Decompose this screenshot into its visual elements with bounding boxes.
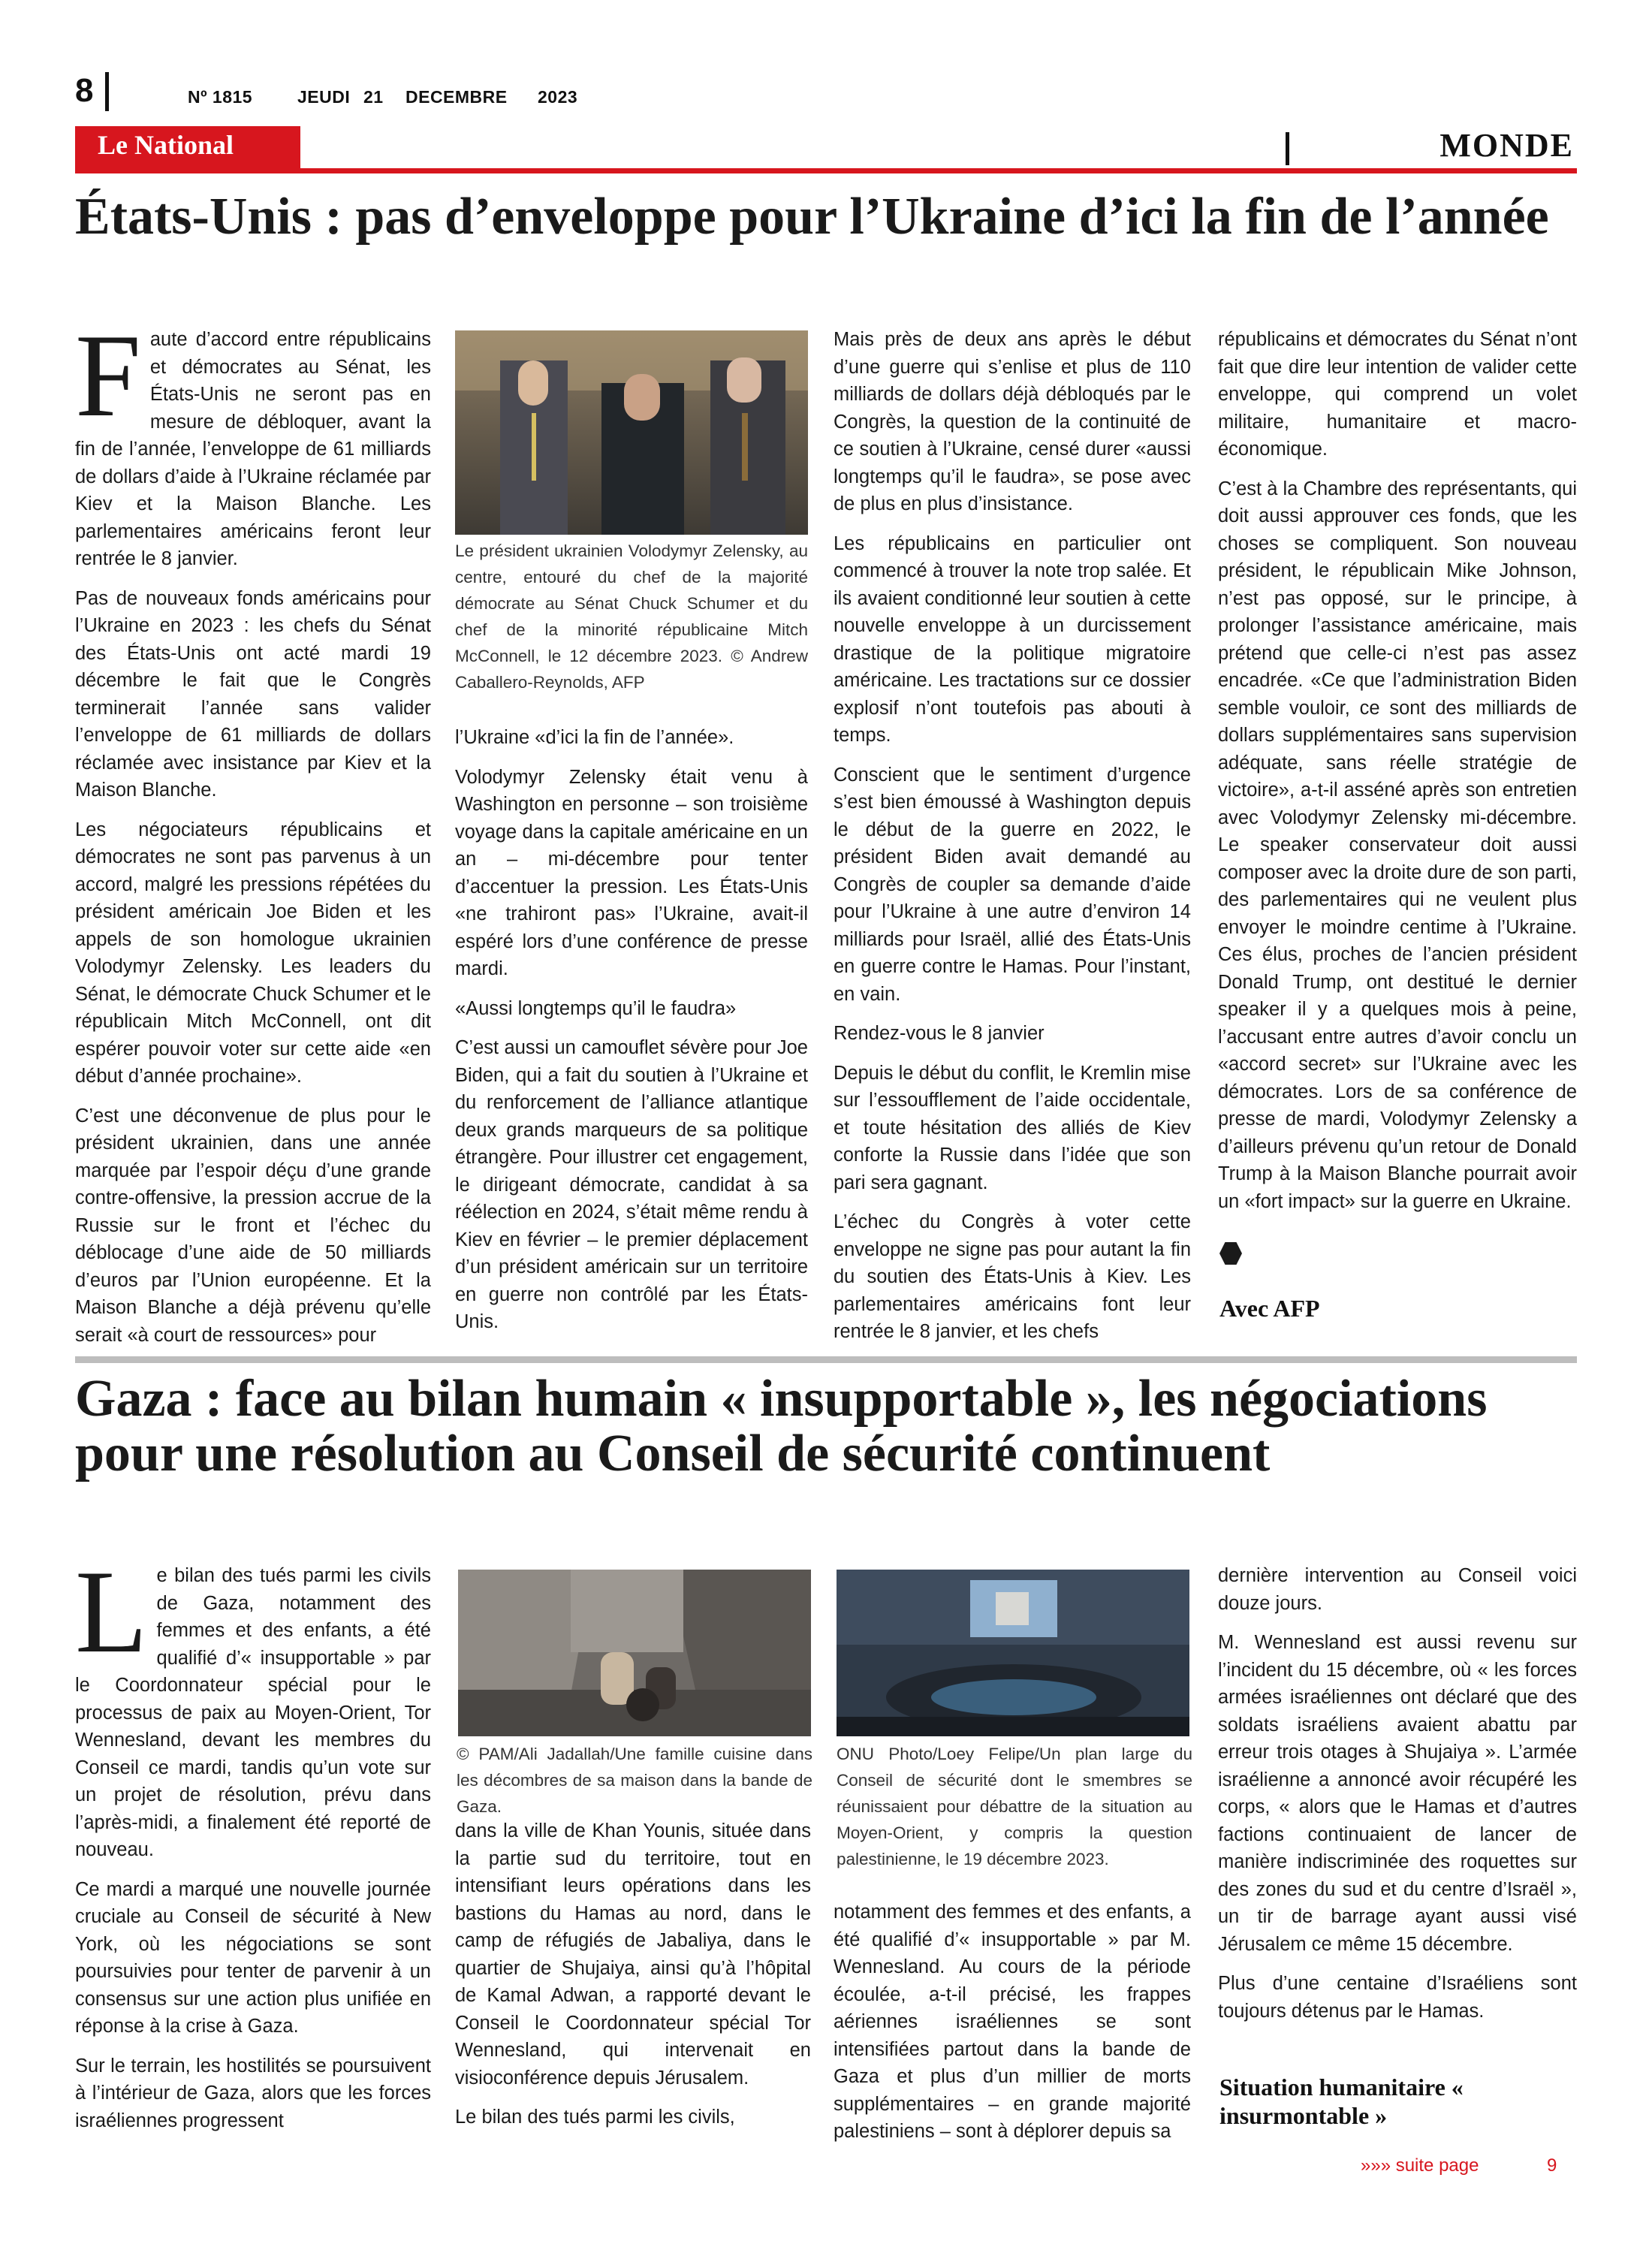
article2-paragraph: dernière intervention au Conseil voici douze jours.	[1218, 1565, 1577, 1614]
page-number: 8	[75, 72, 94, 109]
article1-paragraph: Les négociateurs républicains et démocrates ne sont pas parvenus à un accord, malgré les pressions répétées du président américain Joe Biden et les appels de son homologue ukrainien Volodymyr Zelensky. Les leaders du Sénat, le démocrate Chuck Schumer et le républicain Mitch McConnell, ont dit espérer pouvoir voter sur cette aide «en début d’année prochaine».	[75, 819, 431, 1087]
continued-link[interactable]: »»» suite page	[1361, 2155, 1479, 2176]
article2-drop-cap: L	[75, 1546, 148, 1678]
article1-column-3	[834, 326, 1191, 1358]
article1-paragraph: Depuis le début du conflit, le Kremlin mise sur l’essoufflement de l’aide occidentale, et toute hésitation des alliés de Kiev conforte la Russie dans l’idée que son pari sera gagnant.	[834, 1062, 1191, 1193]
article1-drop-cap: F	[75, 310, 141, 442]
article2-paragraph: notamment des femmes et des enfants, a été qualifié d’« insupportable » par M. Wennesland. Au cours de la période écoulée, a-t-il précisé, les frappes aériennes israéliennes se sont intensifiées partout dans la bande de Gaza et plus d’un millier de morts supplémentaires – en grande majorité palestiniens – sont à déplorer depuis sa	[834, 1902, 1191, 2142]
article1-photo	[455, 330, 808, 535]
article2-paragraph: M. Wennesland est aussi revenu sur l’incident du 15 décembre, où « les forces armées israéliennes ont déclaré que des soldats israéliens avaient abattu par erreur trois otages à Shujaiya ». L’armée israélienne a annoncé avoir récupéré les corps, « alors que le Hamas et d’autres factions continuaient de lancer de manière indiscriminée des roquettes sur des zones du sud et du centre d’Israël », un tir de barrage ayant aussi visé Jérusalem ce même 15 décembre.	[1218, 1632, 1577, 1955]
article1-paragraph: Les républicains en particulier ont commencé à trouver la note trop salée. Et ils avaient conditionné leur soutien à cette nouvelle enveloppe à un durcissement drastique de la politique migratoire américaine. Les tractations sur ce dossier explosif n’ont toutefois pas abouti à temps.	[834, 532, 1191, 746]
article1-paragraph: l’Ukraine «d’ici la fin de l’année».	[455, 727, 734, 748]
article2-paragraph: Ce mardi a marqué une nouvelle journée cruciale au Conseil de sécurité à New York, où les négociations se sont poursuivies pour tenter de parvenir à un consensus sur une action plus unifiée en réponse à la crise à Gaza.	[75, 1878, 431, 2037]
end-of-article-icon	[1219, 1242, 1242, 1265]
article2-paragraph: Le bilan des tués parmi les civils,	[455, 2107, 735, 2128]
article2-photo-1	[458, 1570, 811, 1736]
article2-photo-2	[837, 1570, 1189, 1736]
page-number-divider	[105, 72, 109, 111]
article2-column-4	[1218, 1562, 1577, 2037]
article2-paragraph: dans la ville de Khan Younis, située dans la partie sud du territoire, tout en intensifiant leurs opérations dans les bastions du Hamas au nord, dans le camp de réfugiés de Jabaliya, dans le quartier de Shujaiya, ainsi qu’à l’hôpital de Kamal Adwan, a rapporté devant le Conseil le Coordonnateur spécial Tor Wennesland, qui intervenait en visioconférence depuis Jérusalem.	[455, 1820, 811, 2089]
article2-paragraph: Sur le terrain, les hostilités se poursuivent à l’intérieur de Gaza, alors que les forces israéliennes progressent	[75, 2055, 431, 2131]
article1-paragraph: C’est aussi un camouflet sévère pour Joe Biden, qui a fait du soutien à l’Ukraine et du renforcement de l’alliance atlantique deux grands marqueurs de sa politique étrangère. Pour illustrer cet engagement, le dirigeant démocrate, candidat à sa réélection en 2024, s’était même rendu à Kiev en février – le premier déplacement d’un président américain sur un territoire en guerre non contrôlé par les États-Unis.	[455, 1037, 808, 1332]
article1-paragraph: Conscient que le sentiment d’urgence s’est bien émoussé à Washington depuis le début de la guerre en 2022, le président Biden avait demandé au Congrès de coupler sa demande d’aide pour l’Ukraine à une autre d’environ 14 milliards pour Israël, allié des États-Unis en guerre contre le Hamas. Pour l’instant, en vain.	[834, 764, 1191, 1005]
article-divider	[75, 1356, 1577, 1363]
article2-column-1	[75, 1546, 431, 2146]
article1-paragraph: Pas de nouveaux fonds américains pour l’Ukraine en 2023 : les chefs du Sénat des États-Unis ont acté mardi 19 décembre le fait que le Congrès terminerait l’année sans valider l’enveloppe de 61 milliards de dollars réclamée avec insistance par Kiev et la Maison Blanche.	[75, 587, 431, 801]
article1-paragraph: C’est à la Chambre des représentants, qui doit aussi approuver ces fonds, que les choses se compliquent. Son nouveau président, le républicain Mike Johnson, n’est pas opposé, sur le principe, à prolonger l’assistance américaine, mais prétend que celle-ci n’est pas assez encadrée. «Ce que l’administration Biden semble vouloir, ce sont des milliards de dollars supplémentaires sans supervision adéquate, sans réelle stratégie de victoire», a-t-il asséné après son entretien avec Volodymyr Zelensky mi-décembre. Le speaker conservateur doit aussi composer avec la droite dure de son parti, des parlementaires qui ne veulent plus envoyer le moindre centime à l’Ukraine. Ces élus, proches de l’ancien président Donald Trump, ont destitué le dernier speaker il y a quelques mois à peine, l’accusant entre autres d’avoir conclu un «accord secret» sur l’Ukraine avec les démocrates. Lors de sa conférence de presse de mardi, Volodymyr Zelensky a d’ailleurs prévenu qu’un retour de Donald Trump à la Maison Blanche pourrait avoir un «fort impact» sur la guerre en Ukraine.	[1218, 478, 1577, 1212]
article1-photo-caption: Le président ukrainien Volodymyr Zelensky, au centre, entouré du chef de la majorité démocrate au Sénat Chuck Schumer et du chef de la minorité républicaine Mitch McConnell, le 12 décembre 2023. © Andrew Caballero-Reynolds, AFP	[455, 541, 808, 692]
article1-column-4	[1218, 326, 1577, 1227]
header-rule	[75, 168, 1577, 173]
article1-paragraph: républicains et démocrates du Sénat n’ont fait que dire leur intention de valider cette enveloppe, qui comprend un volet militaire, humanitaire et macro-économique.	[1218, 329, 1577, 460]
article2-subhead: Situation humanitaire « insurmontable »	[1219, 2074, 1464, 2129]
issue-year: 2023	[538, 87, 578, 107]
article2-paragraph: Plus d’une centaine d’Israéliens sont toujours détenus par le Hamas.	[1218, 1973, 1577, 2022]
article1-paragraph: aute d’accord entre républicains et démocrates au Sénat, les États-Unis ne seront pas en mesure de débloquer, avant la fin de l’année, l’enveloppe de 61 milliards de dollars d’aide à l’Ukraine réclamée par Kiev et la Maison Blanche. Les parlementaires américains feront leur rentrée le 8 janvier.	[75, 329, 431, 569]
brand-name: Le National	[98, 130, 234, 160]
article1-column-1	[75, 310, 431, 1361]
article1-paragraph: Volodymyr Zelensky était venu à Washington en personne – son troisième voyage dans la capitale américaine en un an – mi-décembre pour tenter d’accentuer la pression. Les États-Unis «ne trahiront pas» l’Ukraine, avait-il espéré lors d’une conférence de presse mardi.	[455, 766, 808, 979]
section-divider	[1286, 132, 1289, 165]
article1-byline: Avec AFP	[1219, 1295, 1320, 1322]
article2-column-3	[834, 1899, 1191, 2158]
article1-paragraph: Mais près de deux ans après le début d’une guerre qui s’enlise et plus de 110 milliards de dollars déjà débloqués par le Congrès, la question de la continuité de ce soutien à l’Ukraine, censé durer «aussi longtemps qu’il le faudra», se pose avec de plus en plus d’insistance.	[834, 329, 1191, 514]
article1-subhead: Rendez-vous le 8 janvier	[834, 1023, 1045, 1044]
issue-day: 21	[363, 87, 384, 107]
issue-number: Nº 1815	[188, 87, 253, 107]
article2-photo-1-caption: © PAM/Ali Jadallah/Une famille cuisine dans les décombres de sa maison dans la bande de Gaza.	[457, 1745, 812, 1816]
article1-paragraph: L’échec du Congrès à voter cette enveloppe ne signe pas pour autant la fin du soutien des États-Unis à Kiev. Les parlementaires américains font leur rentrée le 8 janvier, et les chefs	[834, 1211, 1191, 1342]
article1-paragraph: C’est une déconvenue de plus pour le président ukrainien, dans une année marquée par l’espoir déçu d’une grande contre-offensive, la pression accrue de la Russie sur le front et l’échec du déblocage d’une aide de 50 milliards d’euros par l’Union européenne. Et la Maison Blanche a déjà prévenu qu’elle serait «à court de ressources» pour	[75, 1105, 431, 1346]
article1-column-2	[455, 724, 808, 1348]
article1-subhead: «Aussi longtemps qu’il le faudra»	[455, 997, 737, 1019]
article2-column-2	[455, 1817, 811, 2143]
section-name: MONDE	[1439, 127, 1574, 164]
article2-paragraph: e bilan des tués parmi les civils de Gaza, notamment des femmes et des enfants, a été qualifié d’« insupportable » par le Coordonnateur spécial pour le processus de paix au Moyen-Orient, Tor Wennesland, devant les membres du Conseil ce mardi, tandis qu’un vote sur un projet de résolution, prévu dans l’après-midi, a finalement été reporté de nouveau.	[75, 1565, 431, 1860]
continued-page-number[interactable]: 9	[1547, 2155, 1557, 2176]
issue-month: DECEMBRE	[405, 87, 508, 107]
article2-title: Gaza : face au bilan humain « insupportable », les négociations pour une résolution au Conseil de sécurité continuent	[75, 1370, 1488, 1482]
article1-title: États-Unis : pas d’enveloppe pour l’Ukraine d’ici la fin de l’année	[75, 188, 1549, 246]
issue-weekday: JEUDI	[297, 87, 351, 107]
article2-photo-2-caption: ONU Photo/Loey Felipe/Un plan large du Conseil de sécurité dont le smembres se réunissaient pour débattre de la situation au Moyen-Orient, y compris la question palestinienne, le 19 décembre 2023.	[837, 1745, 1192, 1868]
